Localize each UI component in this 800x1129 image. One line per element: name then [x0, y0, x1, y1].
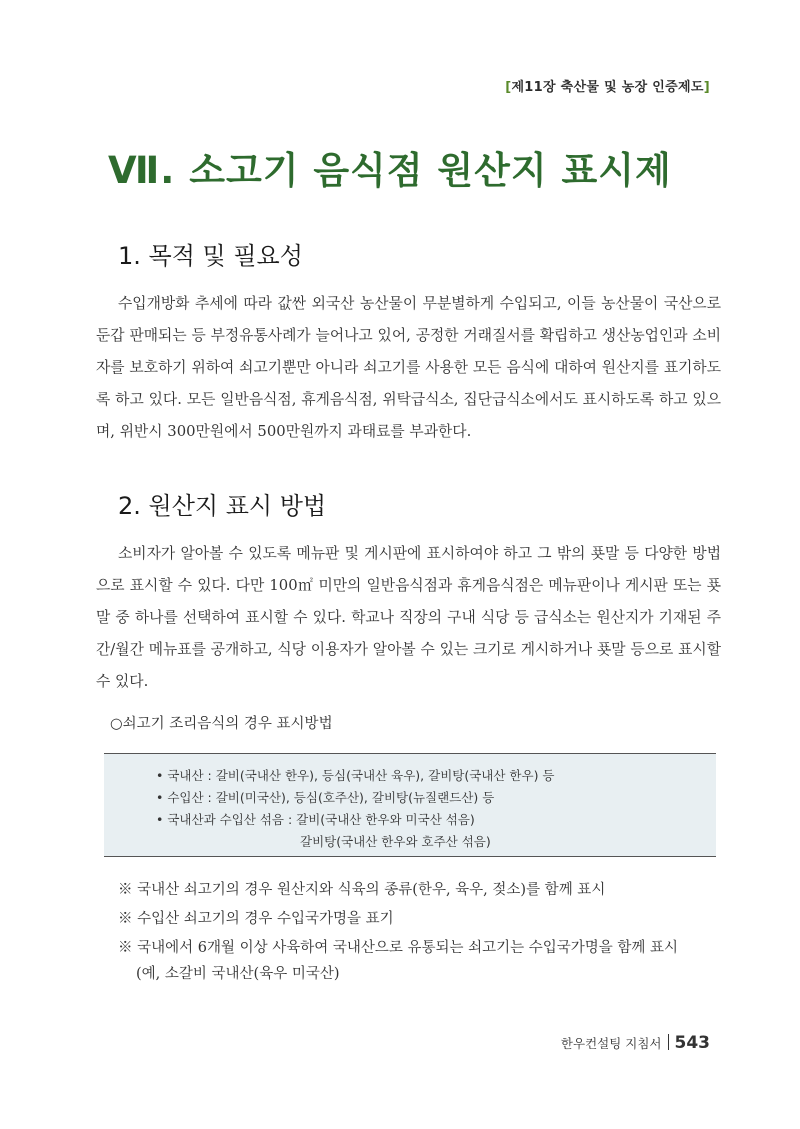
- note-imported: ※ 수입산 쇠고기의 경우 수입국가명을 표기: [118, 911, 394, 927]
- header-bracket-close: ]: [703, 80, 710, 95]
- section2-heading: 2. 원산지 표시 방법: [118, 492, 327, 520]
- note-domestic: ※ 국내산 쇠고기의 경우 원산지와 식육의 종류(한우, 육우, 젖소)를 함께 표시: [118, 882, 606, 898]
- box-line-mixed-cont: 갈비탕(국내산 한우와 호주산 섞음): [300, 834, 491, 849]
- box-line-mixed: • 국내산과 수입산 섞음 : 갈비(국내산 한우와 미국산 섞음): [156, 812, 475, 827]
- method-label: ○쇠고기 조리음식의 경우 표시방법: [110, 716, 333, 732]
- page-footer: [561, 1033, 710, 1053]
- footer-book-title: 한우컨설팅 지침서: [560, 1036, 662, 1051]
- note-six-months: ※ 국내에서 6개월 이상 사육하여 국내산으로 유통되는 쇠고기는 수입국가명을 함께 표시: [118, 940, 679, 956]
- note-example: (예, 소갈비 국내산(육우 미국산): [136, 966, 340, 982]
- running-header: [505, 76, 710, 95]
- labeling-examples-box: [104, 753, 716, 857]
- box-line-imported: • 수입산 : 갈비(미국산), 등심(호주산), 갈비탕(뉴질랜드산) 등: [156, 790, 495, 805]
- page-number: 543: [674, 1033, 710, 1053]
- header-bracket-open: [: [505, 80, 512, 95]
- section2-paragraph: 소비자가 알아볼 수 있도록 메뉴판 및 게시판에 표시하여야 하고 그 밖의 푯말 등 다양한 방법으로 표시할 수 있다. 다만 100㎡ 미만의 일반음식점과 휴게음식점은 메뉴판이나 게시판 또는 푯말 중 하나를 선택하여 표시할 수 있다. 학교나 직장의 구내 식당 등 급식소는 원산지가 기재된 주간/월간 메뉴표를 공개하고, 식당 이용자가 알아볼 수 있는 크기로 게시하거나 푯말 등으로 표시할 수 있다.: [96, 545, 721, 690]
- footer-separator: [668, 1034, 669, 1050]
- page-title: Ⅶ. 소고기 음식점 원산지 표시제: [108, 149, 672, 192]
- section1-paragraph: 수입개방화 추세에 따라 값싼 외국산 농산물이 무분별하게 수입되고, 이들 농산물이 국산으로 둔갑 판매되는 등 부정유통사례가 늘어나고 있어, 공정한 거래질서를 확립하고 생산농업인과 소비자를 보호하기 위하여 쇠고기뿐만 아니라 쇠고기를 사용한 모든 음식에 대하여 원산지를 표기하도록 하고 있다. 모든 일반음식점, 휴게음식점, 위탁급식소, 집단급식소에서도 표시하도록 하고 있으며, 위반시 300만원에서 500만원까지 과태료를 부과한다.: [96, 295, 721, 440]
- header-chapter: 제11장 축산물 및 농장 인증제도: [511, 80, 704, 95]
- box-line-domestic: • 국내산 : 갈비(국내산 한우), 등심(국내산 육우), 갈비탕(국내산 한우) 등: [156, 768, 555, 783]
- section1-heading: 1. 목적 및 필요성: [118, 242, 303, 270]
